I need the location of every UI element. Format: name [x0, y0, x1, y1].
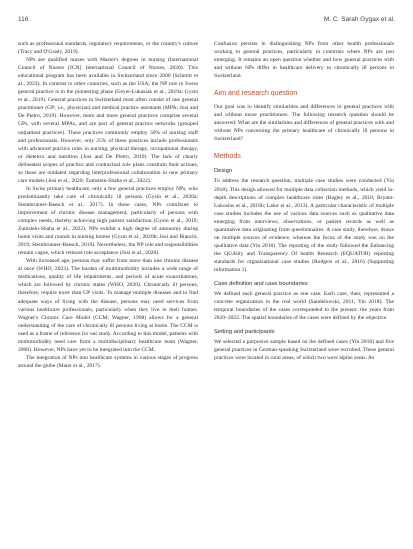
- case-paragraph: We defined each general practice as one case. Each case, then, represented a concrete organization in the real world (Sandelowski, 2011; Yin 2018). The temporal boundaries of the cases corresponded to the present: the years from 2020–2022. The spatial boundaries of the cases were defined by the objective.: [214, 291, 394, 322]
- body-paragraph: The integration of NPs into healthcare systems in various stages of progress around the globe (Maier et al., 2017).: [18, 354, 198, 369]
- subheading-setting: Setting and participants: [214, 329, 275, 336]
- body-paragraph: NPs are qualified nurses with Master's degrees in nursing (International Council of Nurses [ICN] International Council of Nurses, 2020). This educational program has been available in Switzerland since 2000 (Schmitt et al., 2023). In contrast to other countries, such as the USA, the NP role in Swiss general practice is in the pioneering phase (Geyer-Lukasiak et al., 2019a; Gysin et al., 2019). General practices in Switzerland most often consist of one general practitioner (GP; i.e., physician) and medical practice assistants (MPA; Josi and De Pietro, 2019). However, more and more general practices comprise several GPs, with several MPAs, and are part of general practice networks (grouped outpatient practices). These practices commonly employ 50% of nursing staff and professionals. However, only 25% of these practices include professionals with advanced practice roles in nursing, physical therapy, occupational therapy, or dietetics and nutrition (Josi and De Pietro, 2019). The lack of clearly delineated scopes of practice and contractual role plans constrain their actions, so these are outdated regarding interprofessional collaboration in new primary care models (Josi et al., 2020; Zumstein-Shaha et al., 2022).: [18, 57, 198, 184]
- body-paragraph: In Swiss primary healthcare, only a few general practices employ NPs, who predominantly take care of chronically ill persons (Gysin et al., 2020a; Steinbrunner-Baesch et al., 2017). In these cases, NPs contribute to improvement of chronic disease management, particularly of persons with complex needs, thereby achieving high patient satisfaction (Gysin et al., 2019; Zumstein-Shaha et al., 2022). NPs exhibit a high degree of autonomy during home visits and rounds in nursing homes (Gysin et al., 2020b; Josi and Bianchi, 2019; Steinbrunner-Baesch, 2019). Nevertheless, the NP role and responsibilities remain vague, which reduces role acceptance (Josi et al., 2020).: [18, 185, 198, 257]
- subheading-design: Design: [214, 168, 233, 175]
- body-paragraph: With increased age, persons may suffer from more than one chronic disease at once (WHO, 2023). The burden of multimorbidity includes a wide range of medications, quality of life impairments, and periods of acute exacerbations, which are followed by chronic states (WHO, 2020). Chronically ill persons, therefore, require more than GP visits. To manage multiple diseases and to find adequate ways of living with the disease, persons may need services from various healthcare professionals, particularly when they live in their homes. Wagner's Chronic Care Model (CCM; Wagner, 1998) allows for a general understanding of the care of chronically ill persons living at home. The CCM is used as a frame of reference for our study. According to this model, patients with multimorbidity need care from a multidisciplinary healthcare team (Wagner, 2000). However, NPs have yet to be integrated into the CCM.: [18, 258, 198, 353]
- section-heading-aim: Aim and research question: [214, 90, 298, 98]
- right-column: [214, 40, 394, 362]
- page-number: 116: [18, 16, 29, 23]
- subheading-case-definition: Case definition and case boundaries: [214, 281, 308, 288]
- running-header: [18, 16, 395, 26]
- body-paragraph: Confusion persists in distinguishing NPs from other health professionals working in general practices, particularly in countries where NPs are just emerging. It remains an open question whether and how general practices with and without NPs differ in healthcare delivery to chronically ill persons in Switzerland.: [214, 41, 394, 80]
- aim-paragraph: Our goal was to identify similarities and differences in general practices with and without nurse practitioners. The following research question should be answered: What are the similarities and differences of general practices with and without NPs concerning the primary healthcare of chronically ill persons in Switzerland?: [214, 104, 394, 143]
- section-heading-methods: Methods: [214, 153, 241, 161]
- running-head: M. C. Sarah Gygax et al.: [323, 16, 395, 23]
- design-paragraph: To address the research question, multiple case studies were conducted (Yin 2018). This design allowed for multiple data collection methods, which yield in-depth descriptions of complex healthcare roles (Bagley et al., 2010; Bryant-Lukosius et al., 2016b; Lalor et al., 2013). A particular characteristic of multiple case studies includes the use of various data sources such as qualitative data emerging from interviews, observations, or patient records as well as quantitative data originating from questionnaires. A case study, therefore, draws on multiple sources of evidence, whereas the focus of the study was on the qualitative data (Yin 2018). The reporting of the study followed the Enhancing the QUAlity and Transparency Of health Research (EQUATOR) reporting standards for organizational case studies (Rodgers et al., 2016) (Supporting information 1).: [214, 178, 394, 273]
- setting-paragraph: We selected a purposive sample based on the defined cases (Yin 2018) and five general practices in German-speaking Switzerland were recruited. These general practices were located in rural areas, of which two were alpine areas. As: [214, 339, 394, 362]
- left-column: [18, 40, 198, 370]
- body-paragraph: such as professional standards, regulatory requirements, or the country's culture (Tracy and O'Grady, 2019).: [18, 41, 198, 56]
